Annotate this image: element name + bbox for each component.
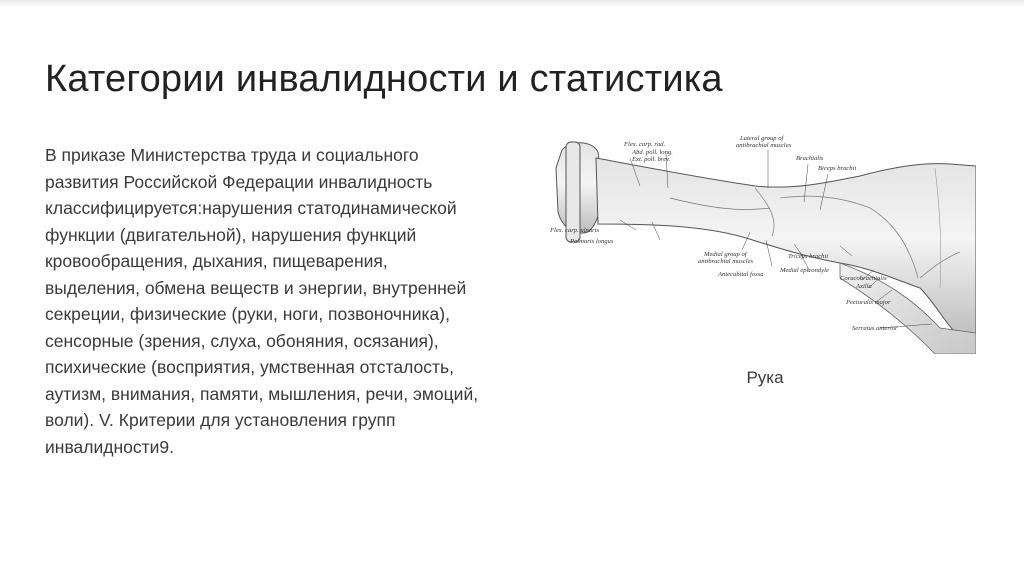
label-lateral-group: Lateral group of [740,135,784,142]
slide-title: Категории инвалидности и статистика [45,58,723,100]
label-biceps-brachii: Biceps brachii [818,165,857,172]
label-abd-poll-long: Abd. poll. long. [632,149,673,156]
label-medial-group: Medial group of [704,251,747,258]
slide-body-text: В приказе Министерства труда и социального развития Российской Федерации инвалидность классифицируется:нарушения статодинамической функции (двигательной), нарушения функций кровообращения, дыхания, пищеварения, выделения, обмена веществ и энергии, внутренней секреции, физические (руки, ноги, позвоночника), сенсорные (зрения, слуха, обоняния, осязания), психические (восприятия, умственная отсталость, аутизм, внимания, памяти, мышления, речи, эмоций, воли). V. Критерии для установления групп инвалидности9. [45,145,479,457]
label-palmaris-longus: Palmaris longus [570,238,614,245]
arm-anatomy-illustration [540,128,976,354]
label-flex-carp-ulnaris: Flex. carp. ulnaris [550,227,600,234]
label-pectoralis-major: Pectoralis major [846,299,891,306]
slide-top-shadow [0,0,1024,8]
label-flex-carp-rad: Flex. carp. rad. [624,141,666,148]
label-triceps-brachii: Triceps brachii [788,253,829,260]
label-axilla: Axilla [856,283,872,290]
label-antibrachial-muscles: antibrachial muscles [736,142,792,149]
figure-caption: Рука [746,368,784,387]
label-brachialis: Brachialis [796,155,824,162]
label-antecubital-fossa: Antecubital fossa [718,271,764,278]
label-serratus-anterior: Serratus anterior [852,325,898,332]
label-medial-epicondyle: Medial epicondyle [780,267,829,274]
label-coracobrachialis: Coracobrachialis [840,275,887,282]
label-ext-poll-brev: Ext. poll. brev. [632,156,671,163]
label-antibrachial-muscles-2: antibrachial muscles [698,258,754,265]
